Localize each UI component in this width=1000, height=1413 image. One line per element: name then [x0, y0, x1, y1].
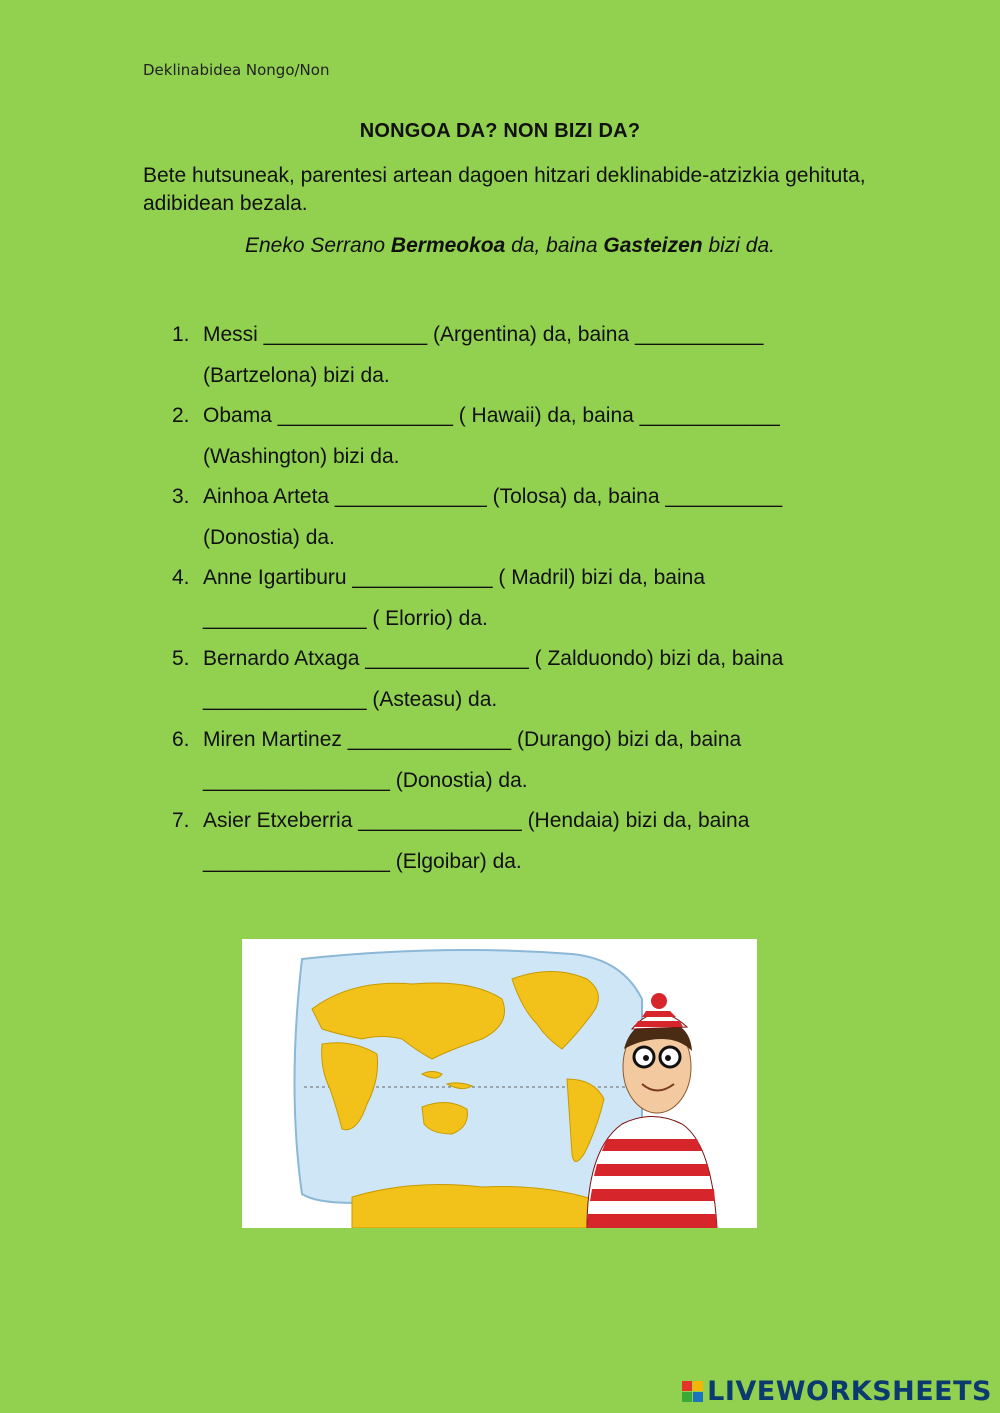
example-text-2: da, baina — [505, 234, 604, 257]
page-title: NONGOA DA? NON BIZI DA? — [359, 120, 641, 142]
hat-pompom — [651, 993, 667, 1009]
logo-square-red — [682, 1381, 692, 1391]
brand-name: LIVEWORKSHEETS — [707, 1376, 992, 1407]
logo-square-blue — [693, 1392, 703, 1402]
exercise-number: 5. — [172, 647, 190, 670]
exercise-item — [172, 639, 892, 720]
eye-right — [665, 1055, 671, 1061]
example-answer-2: Gasteizen — [603, 234, 703, 257]
exercise-line: Miren Martinez ______________ (Durango) bizi da, baina — [203, 728, 742, 751]
exercise-number: 7. — [172, 809, 190, 832]
exercise-number: 2. — [172, 404, 190, 427]
exercise-item — [172, 720, 892, 801]
exercise-item — [172, 801, 892, 882]
exercise-item — [172, 558, 892, 639]
example-answer-1: Bermeokoa — [390, 234, 506, 257]
exercise-line: Obama _______________ ( Hawaii) da, baina ____________ — [203, 404, 780, 427]
logo-square-green — [682, 1392, 692, 1402]
exercise-item — [172, 315, 892, 396]
exercise-line: Messi ______________ (Argentina) da, baina ___________ — [203, 323, 764, 346]
exercise-number: 4. — [172, 566, 190, 589]
liveworksheets-logo-icon — [682, 1381, 703, 1402]
exercise-line: ________________ (Elgoibar) da. — [203, 849, 522, 873]
example-text-3: bizi da. — [702, 234, 775, 257]
page-header: Deklinabidea Nongo/Non — [143, 61, 330, 79]
exercise-line: Asier Etxeberria ______________ (Hendaia) bizi da, baina — [203, 809, 750, 832]
exercise-number: 6. — [172, 728, 190, 751]
exercise-line: (Bartzelona) bizi da. — [203, 363, 390, 387]
example-text-1: Eneko Serrano — [244, 234, 391, 257]
exercise-number: 3. — [172, 485, 190, 508]
exercise-item — [172, 477, 892, 558]
map-drawing — [242, 939, 757, 1228]
logo-square-yellow — [693, 1381, 703, 1391]
exercise-line: (Washington) bizi da. — [203, 444, 400, 468]
exercise-line: Bernardo Atxaga ______________ ( Zalduondo) bizi da, baina — [203, 647, 784, 670]
exercise-item — [172, 396, 892, 477]
exercise-line: Anne Igartiburu ____________ ( Madril) bizi da, baina — [203, 566, 706, 589]
exercise-line: ________________ (Donostia) da. — [203, 768, 528, 792]
world-map-illustration — [242, 939, 757, 1228]
example-sentence — [0, 234, 1000, 258]
eye-left — [643, 1055, 649, 1061]
exercise-line: ______________ ( Elorrio) da. — [203, 606, 488, 630]
exercise-line: Ainhoa Arteta _____________ (Tolosa) da, baina __________ — [203, 485, 783, 508]
exercise-line: (Donostia) da. — [203, 525, 335, 549]
instructions: Bete hutsuneak, parentesi artean dagoen hitzari deklinabide-atzizkia gehituta, adibidean bezala. — [143, 164, 866, 215]
exercise-line: ______________ (Asteasu) da. — [203, 687, 498, 711]
exercise-list — [172, 315, 892, 882]
exercise-number: 1. — [172, 323, 190, 346]
brand-footer — [682, 1376, 992, 1407]
antarctica-land — [352, 1185, 592, 1228]
